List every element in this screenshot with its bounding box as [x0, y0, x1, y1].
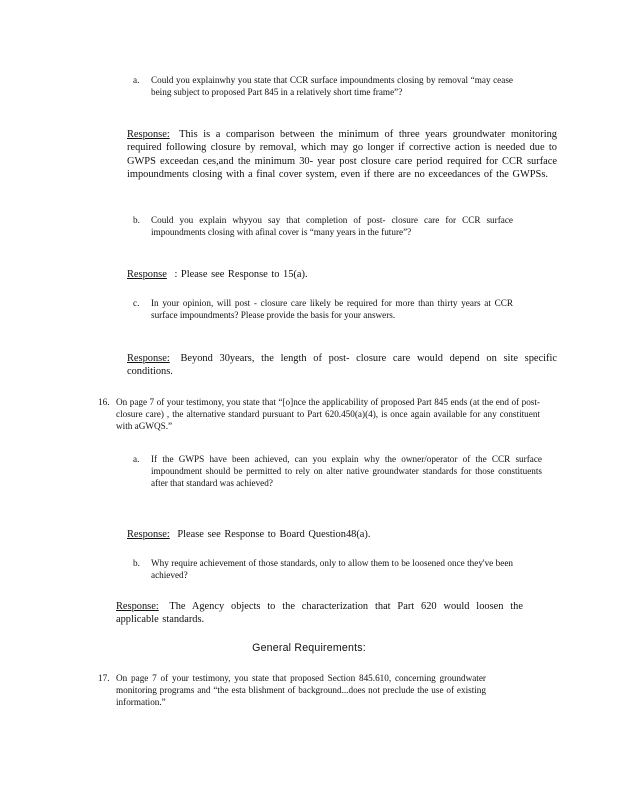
response-text: Please see Response to Board Question48(a). [177, 529, 371, 540]
response-label: Response: [127, 529, 170, 540]
response-16a [127, 528, 557, 541]
item-marker: b. [133, 558, 140, 568]
response-label: Response [127, 269, 167, 280]
item-marker: a. [133, 75, 140, 85]
item-marker: a. [133, 454, 140, 464]
question-text: On page 7 of your testimony, you state that “[o]nce the applicability of proposed Part 845 ends (at the end of post- closure care) , the alternative standard pursuant to Part 620.450(a)(4), is once again available for any constituent with aGWQS.” [116, 397, 540, 432]
item-marker: b. [133, 215, 140, 225]
question-text: Why require achievement of those standards, only to allow them to be loosened once they've been achieved? [151, 558, 513, 581]
question-16 [98, 396, 540, 433]
item-marker: 17. [98, 673, 110, 683]
response-label: Response: [127, 129, 170, 140]
question-15a [133, 74, 513, 98]
question-15c [133, 297, 513, 321]
response-label: Response: [116, 601, 159, 612]
question-text: If the GWPS have been achieved, can you explain why the owner/operator of the CCR surface impoundment should be permitted to rely on alter native groundwater standards for those constituents after that standard was achieved? [151, 454, 542, 489]
item-marker: 16. [98, 397, 110, 407]
question-15b [133, 214, 513, 238]
section-heading: General Requirements: [252, 642, 366, 654]
response-text: Beyond 30years, the length of post- closure care would depend on site specific conditions. [127, 353, 557, 378]
response-16b [116, 600, 523, 627]
response-15a [127, 128, 557, 181]
response-15c [127, 352, 557, 379]
question-text: On page 7 of your testimony, you state that proposed Section 845.610, concerning groundwater monitoring programs and “the esta blishment of background...does not preclude the use of existing information.” [116, 673, 486, 708]
question-16b [133, 557, 513, 581]
question-16a [133, 453, 542, 490]
response-text: : Please see Response to 15(a). [174, 269, 308, 280]
question-text: In your opinion, will post - closure care likely be required for more than thirty years at CCR surface impoundments? Please provide the basis for your answers. [151, 298, 513, 321]
question-17 [98, 672, 486, 709]
response-label: Response: [127, 353, 170, 364]
response-text: This is a comparison between the minimum of three years groundwater monitoring required following closure by removal, which may go longer if corrective action is needed due to GWPS exceedan ces,and the minimum 30- year post closure care period required for CCR surface impoundments closing with a final cover system, even if there are no exceedances of the GWPSs. [127, 129, 557, 180]
response-text: The Agency objects to the characterization that Part 620 would loosen the applicable standards. [116, 601, 523, 626]
question-text: Could you explain whyyou say that completion of post- closure care for CCR surface impoundments closing with afinal cover is “many years in the future”? [151, 215, 513, 238]
question-text: Could you explainwhy you state that CCR surface impoundments closing by removal “may cease being subject to proposed Part 845 in a relatively short time frame”? [151, 75, 513, 98]
item-marker: c. [133, 298, 140, 308]
response-15b [127, 268, 557, 281]
